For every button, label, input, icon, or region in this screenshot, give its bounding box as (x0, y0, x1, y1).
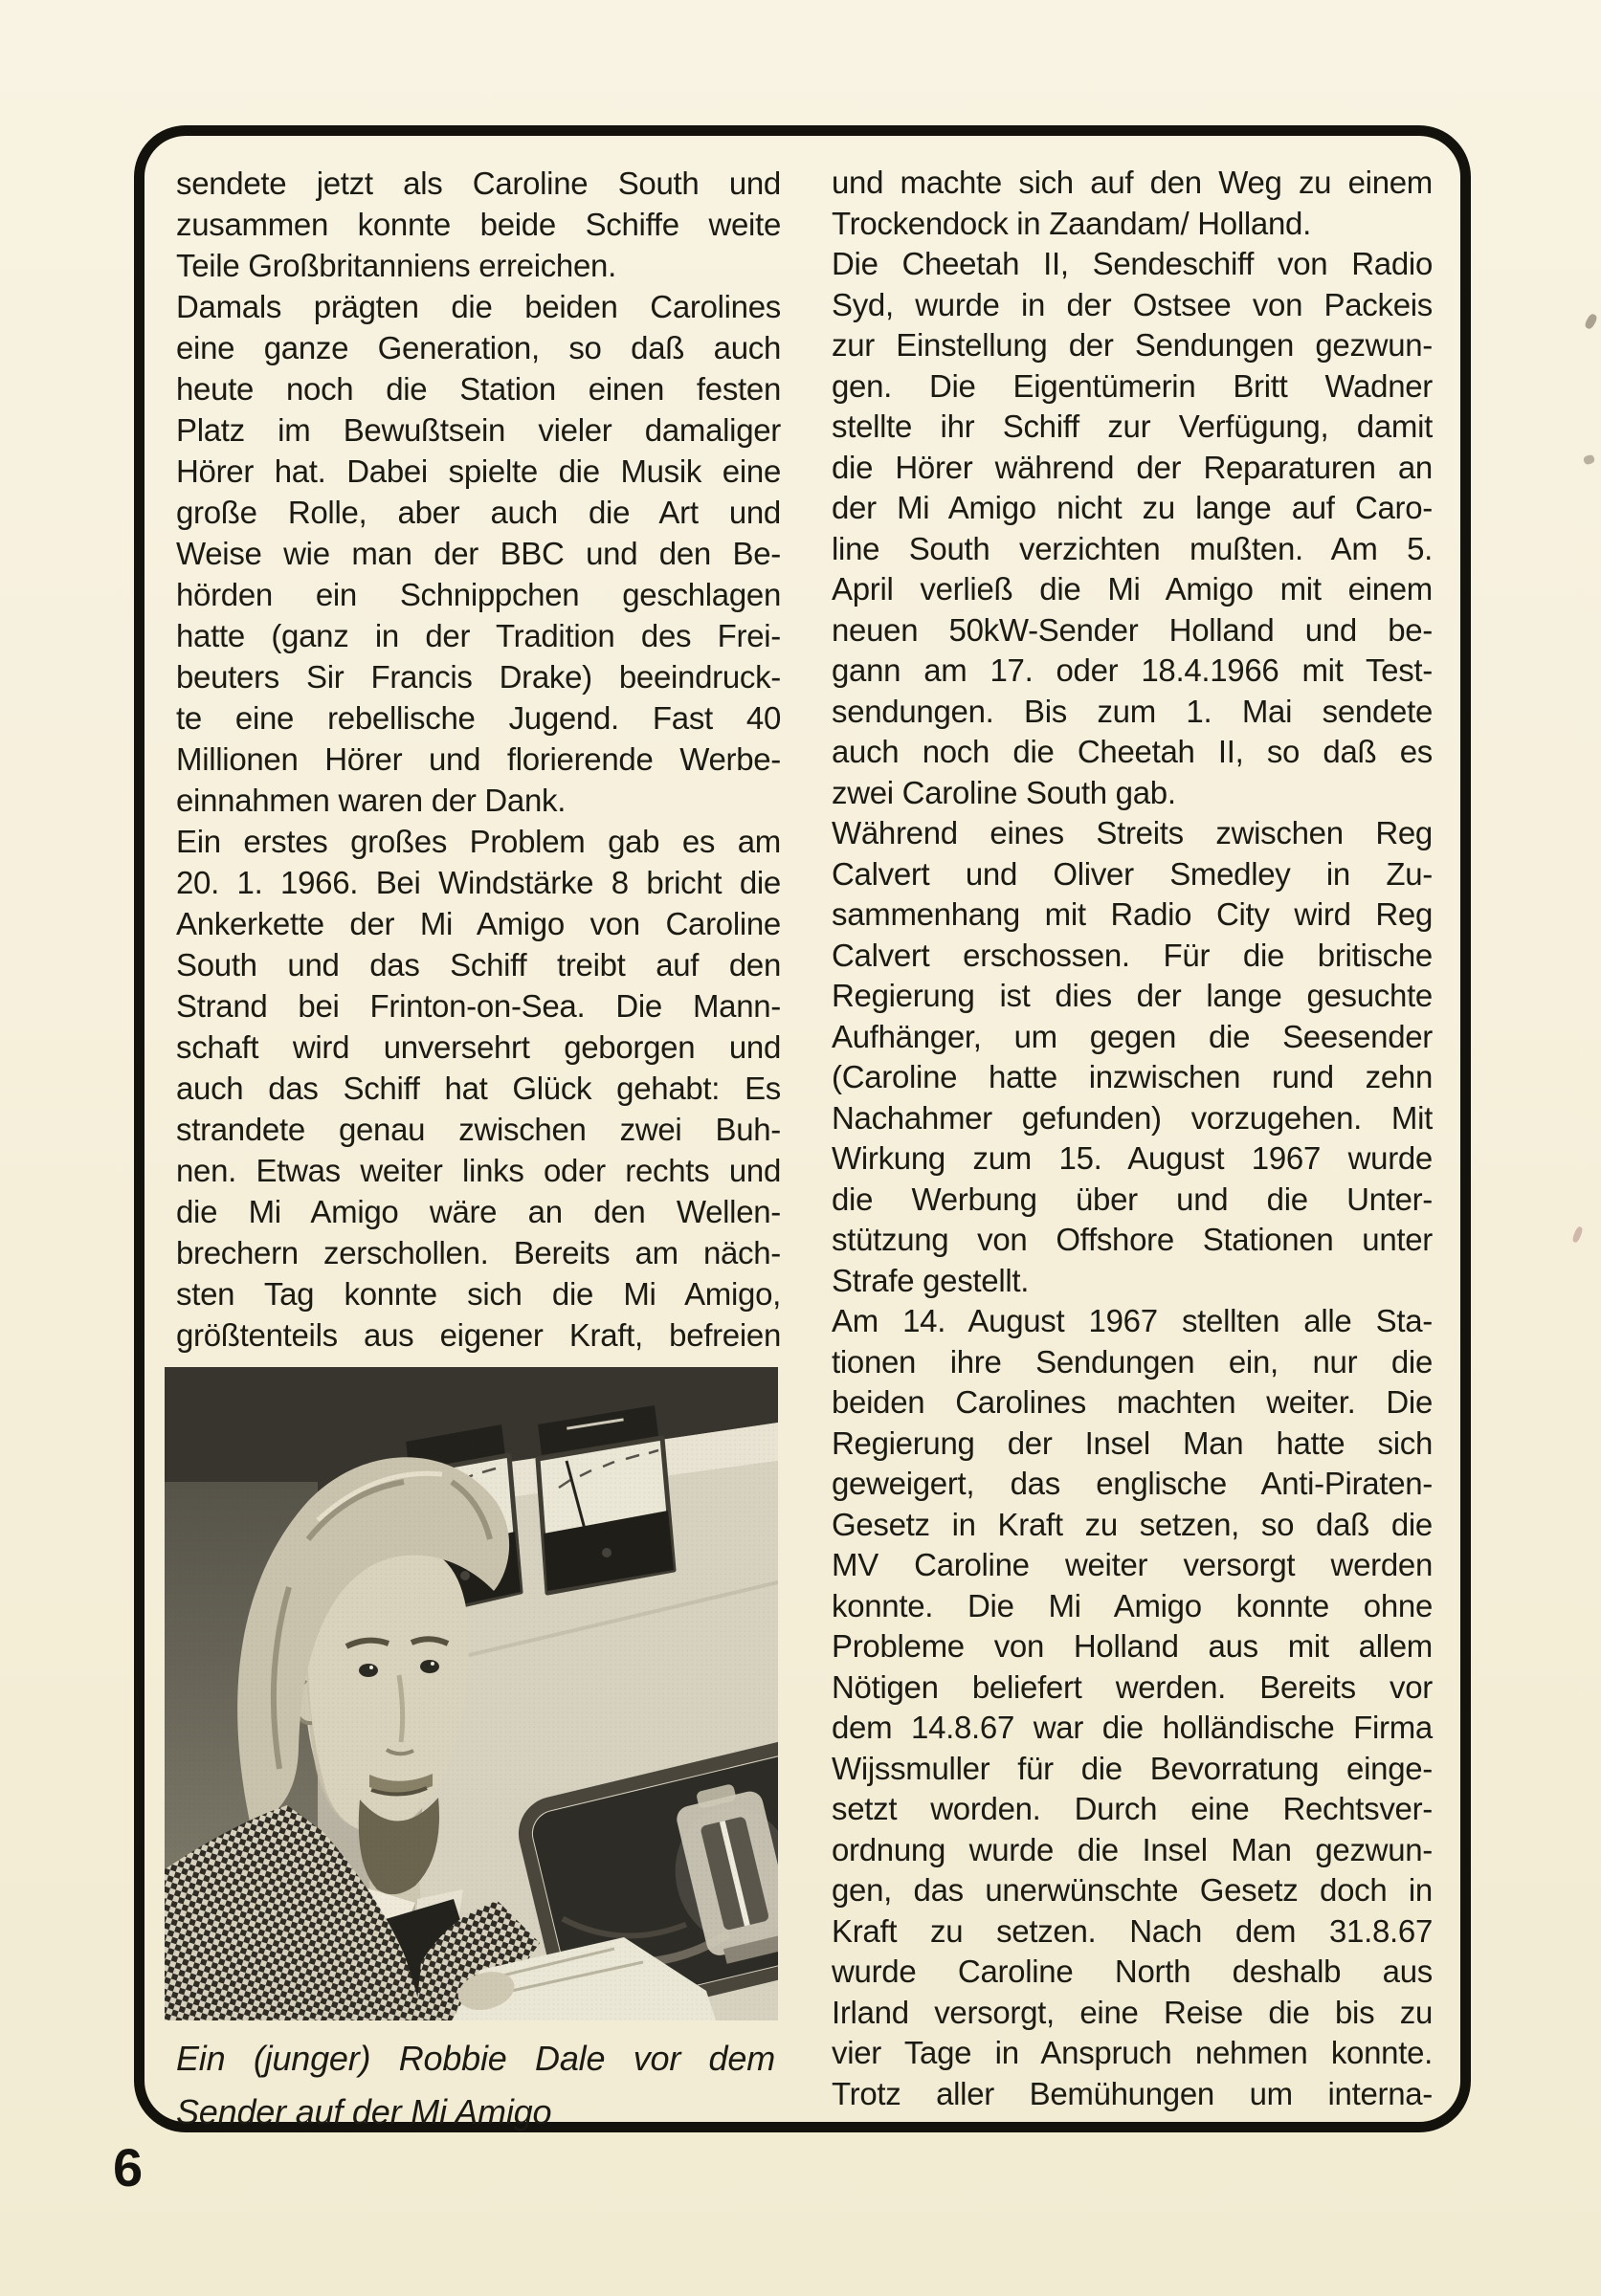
text-line: (Caroline hatte inzwischen rund zehn (832, 1059, 1433, 1094)
text-line: Wijssmuller für die Bevorratung einge- (832, 1750, 1433, 1786)
scan-speck (1583, 454, 1595, 466)
text-line: Teile Großbritanniens erreichen. (176, 248, 616, 283)
text-line: Ankerkette der Mi Amigo von Caroline (176, 906, 781, 941)
text-line: gann am 17. oder 18.4.1966 mit Test- (832, 652, 1433, 688)
text-line: Weise wie man der BBC und den Be- (176, 536, 781, 571)
text-line: schaft wird unversehrt geborgen und (176, 1029, 781, 1065)
text-line: die Hörer während der Reparaturen an (832, 449, 1433, 485)
text-line: Damals prägten die beiden Carolines (176, 289, 781, 324)
text-line: die Werbung über und die Unter- (832, 1181, 1433, 1217)
text-line: Probleme von Holland aus mit allem (832, 1628, 1433, 1664)
text-line: wurde Caroline North deshalb aus (832, 1954, 1433, 1989)
text-line: tionen ihre Sendungen ein, nur die (832, 1343, 1433, 1380)
text-line: gen, das unerwünschte Gesetz doch in (832, 1872, 1433, 1908)
text-line: strandete genau zwischen zwei Buh- (176, 1112, 781, 1147)
text-line: hörden ein Schnippchen geschlagen (176, 577, 781, 612)
text-line: Am 14. August 1967 stellten alle Sta- (832, 1303, 1433, 1338)
text-line: Wirkung zum 15. August 1967 wurde (832, 1140, 1433, 1176)
photo-illustration (165, 1367, 778, 2020)
text-line: Hörer hat. Dabei spielte die Musik eine (176, 453, 781, 489)
text-line: Trotz aller Bemühungen um interna- (832, 2075, 1433, 2111)
text-line: einnahmen waren der Dank. (176, 783, 567, 818)
text-line: Trockendock in Zaandam/ Holland. (832, 205, 1311, 241)
text-line: heute noch die Station einen festen (176, 371, 781, 407)
text-line: zur Einstellung der Sendungen gezwun- (832, 327, 1433, 363)
photo-caption-line-2: Sender auf der Mi Amigo (176, 2092, 552, 2131)
text-line: eine ganze Generation, so daß auch (176, 330, 781, 365)
text-line: Calvert und Oliver Smedley in Zu- (832, 855, 1433, 892)
text-line: Regierung der Insel Man hatte sich (832, 1424, 1433, 1461)
text-line: Platz im Bewußtsein vieler damaliger (176, 412, 781, 448)
text-line: hatte (ganz in der Tradition des Frei- (176, 618, 781, 653)
text-line: Kraft zu setzen. Nach dem 31.8.67 (832, 1912, 1433, 1949)
text-line: brechern zerschollen. Bereits am näch- (176, 1235, 781, 1270)
text-line: und machte sich auf den Weg zu einem (832, 165, 1433, 200)
text-line: sten Tag konnte sich die Mi Amigo, (176, 1276, 781, 1312)
text-line: vier Tage in Anspruch nehmen konnte. (832, 2035, 1433, 2070)
text-line: Millionen Hörer und florierende Werbe- (176, 741, 781, 777)
text-line: Nötigen beliefert werden. Bereits vor (832, 1668, 1433, 1705)
photo-caption-line-1: Ein (junger) Robbie Dale vor dem (176, 2039, 775, 2078)
scan-speck (1584, 313, 1598, 330)
text-line: dem 14.8.67 war die holländische Firma (832, 1710, 1433, 1745)
text-line: stellte ihr Schiff zur Verfügung, damit (832, 408, 1433, 444)
scan-speck (1571, 1225, 1584, 1243)
text-line: geweigert, das englische Anti-Piraten- (832, 1466, 1433, 1501)
text-line: Nachahmer gefunden) vorzugehen. Mit (832, 1099, 1433, 1136)
text-line: auch noch die Cheetah II, so daß es (832, 734, 1433, 769)
text-line: Regierung ist dies der lange gesuchte (832, 978, 1433, 1013)
text-line: sammenhang mit Radio City wird Reg (832, 896, 1433, 932)
text-line: Strafe gestellt. (832, 1262, 1030, 1298)
text-line: nen. Etwas weiter links oder rechts und (176, 1153, 781, 1188)
text-line: größtenteils aus eigener Kraft, befreien (176, 1317, 781, 1353)
text-line: Aufhänger, um gegen die Seesender (832, 1018, 1433, 1054)
text-line: beiden Carolines machten weiter. Die (832, 1384, 1433, 1420)
text-line: sendungen. Bis zum 1. Mai sendete (832, 693, 1433, 729)
text-line: setzt worden. Durch eine Rechtsver- (832, 1791, 1433, 1826)
text-line: sendete jetzt als Caroline South und (176, 166, 781, 201)
column-left (176, 163, 781, 1356)
text-line: line South verzichten mußten. Am 5. (832, 530, 1433, 566)
text-line: ordnung wurde die Insel Man gezwun- (832, 1831, 1433, 1867)
text-line: stützung von Offshore Stationen unter (832, 1222, 1433, 1257)
text-line: Ein erstes großes Problem gab es am (176, 824, 781, 859)
text-line: zwei Caroline South gab. (832, 774, 1176, 810)
text-line: Die Cheetah II, Sendeschiff von Radio (832, 246, 1433, 281)
photo-caption (176, 2032, 775, 2139)
column-right (832, 163, 1433, 2114)
text-line: Gesetz in Kraft zu setzen, so daß die (832, 1506, 1433, 1542)
text-line: April verließ die Mi Amigo mit einem (832, 571, 1433, 607)
text-line: große Rolle, aber auch die Art und (176, 495, 781, 530)
text-line: zusammen konnte beide Schiffe weite (176, 207, 781, 242)
text-line: Irland versorgt, eine Reise die bis zu (832, 1994, 1433, 2030)
text-line: der Mi Amigo nicht zu lange auf Caro- (832, 490, 1433, 525)
text-line: gen. Die Eigentümerin Britt Wadner (832, 367, 1433, 404)
text-line: Während eines Streits zwischen Reg (832, 815, 1433, 850)
text-line: Calvert erschossen. Für die britische (832, 937, 1433, 973)
text-line: South und das Schiff treibt auf den (176, 947, 781, 982)
text-line: Strand bei Frinton-on-Sea. Die Mann- (176, 988, 781, 1024)
robbie-dale-photo (165, 1367, 778, 2020)
text-line: 20. 1. 1966. Bei Windstärke 8 bricht die (176, 865, 781, 900)
text-line: te eine rebellische Jugend. Fast 40 (176, 700, 781, 736)
text-line: die Mi Amigo wäre an den Wellen- (176, 1194, 781, 1229)
text-line: Syd, wurde in der Ostsee von Packeis (832, 286, 1433, 322)
page-number: 6 (113, 2137, 144, 2197)
halftone-overlay (165, 1367, 778, 2020)
text-line: auch das Schiff hat Glück gehabt: Es (176, 1071, 781, 1106)
text-line: beuters Sir Francis Drake) beeindruck- (176, 659, 781, 695)
text-line: neuen 50kW-Sender Holland und be- (832, 611, 1433, 648)
text-line: MV Caroline weiter versorgt werden (832, 1547, 1433, 1582)
text-line: konnte. Die Mi Amigo konnte ohne (832, 1587, 1433, 1623)
